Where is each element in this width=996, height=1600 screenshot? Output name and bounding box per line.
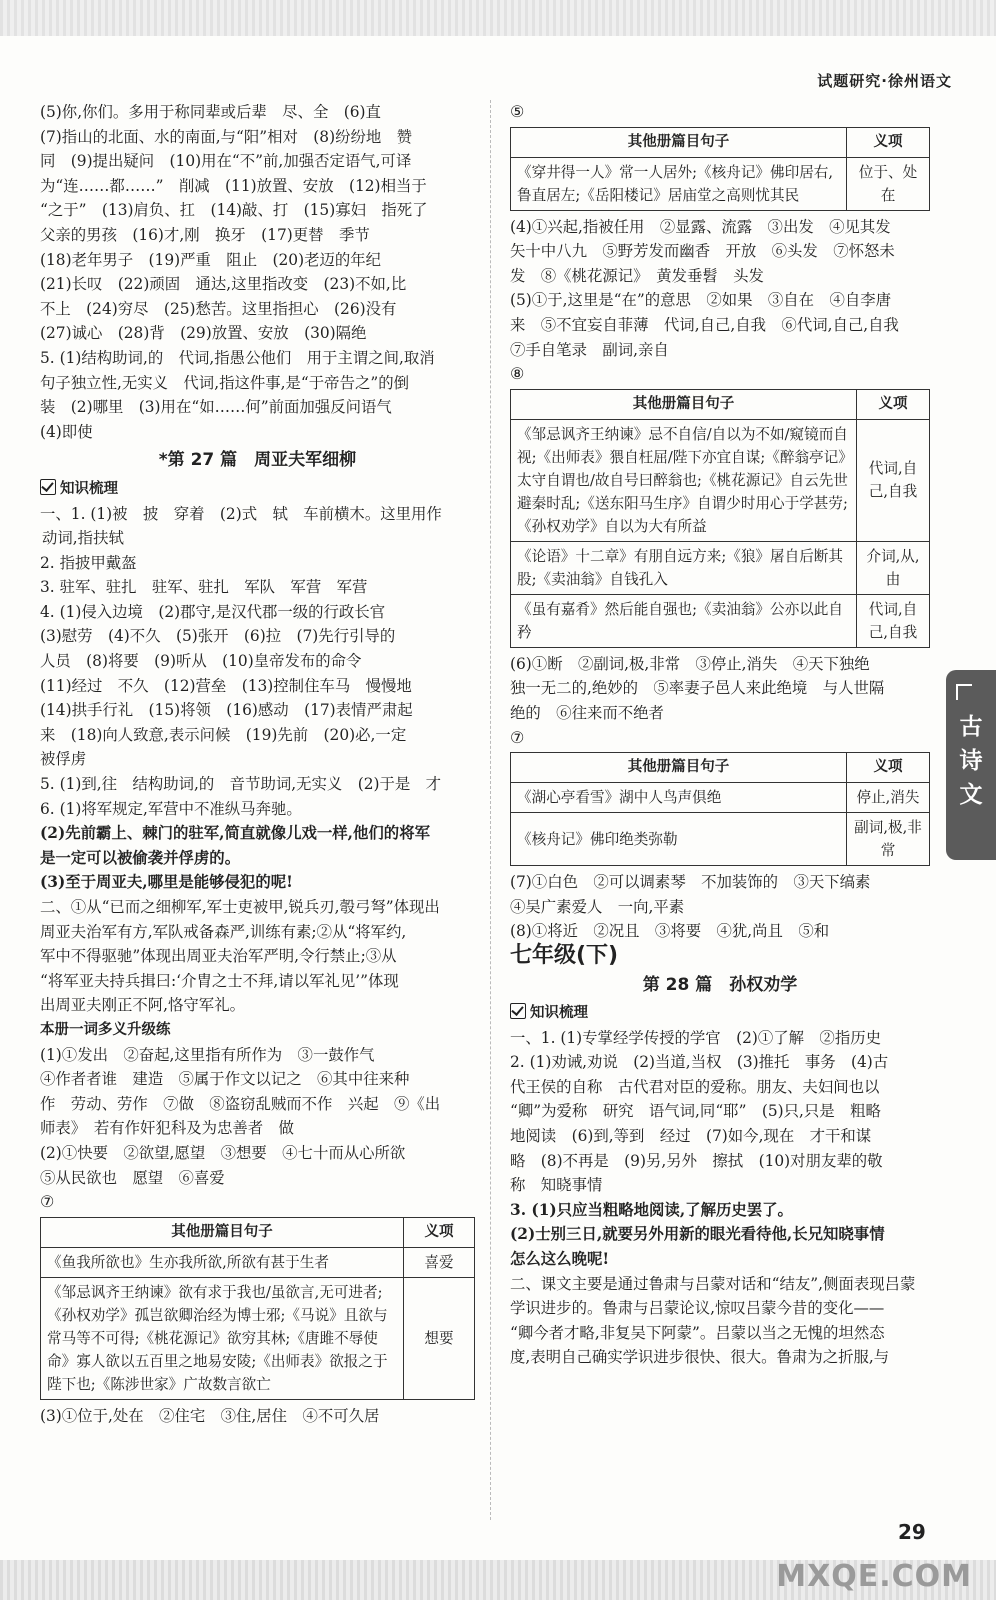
right-lines-e bbox=[510, 870, 930, 944]
right-lines-c bbox=[510, 215, 930, 387]
text-line: 一、1. (1)被 披 穿着 (2)式 轼 车前横木。这里用作 bbox=[40, 504, 442, 523]
table-header-row bbox=[511, 389, 930, 419]
side-tab-label: 古诗文 bbox=[959, 714, 983, 808]
text-line: ⑦手自笔录 副词,亲自 bbox=[510, 340, 669, 359]
table-row bbox=[511, 157, 930, 210]
left-lines-b bbox=[40, 502, 475, 1215]
table-cell: 《穿井得一人》常一人居外;《核舟记》佛印居右,鲁直居左;《岳阳楼记》居庙堂之高则忧其民 bbox=[511, 157, 847, 210]
lesson-27-title: *第 27 篇 周亚夫军细柳 bbox=[158, 450, 357, 471]
watermark: MXQE.COM bbox=[776, 1559, 972, 1594]
text-line: 被俘虏 bbox=[40, 750, 87, 769]
text-line: “卿”为爱称 研究 语气词,同“耶” (5)只,只是 粗略 bbox=[510, 1102, 881, 1121]
table-header-row bbox=[41, 1217, 475, 1247]
grade-heading: 七年级(下) bbox=[510, 942, 619, 968]
table-cell: 《湖心亭看雪》湖中人鸟声俱绝 bbox=[511, 783, 847, 813]
text-line: 师表》 若有作奸犯科及为忠善者 做 bbox=[40, 1119, 294, 1138]
right-column bbox=[510, 100, 930, 1370]
table-cell: 介词,从,由 bbox=[857, 541, 930, 594]
check-icon bbox=[40, 479, 56, 495]
table-cell: 代词,自己,自我 bbox=[857, 419, 930, 541]
running-header: 试题研究·徐州语文 bbox=[817, 72, 952, 90]
right-lines-g bbox=[510, 1198, 930, 1272]
table-cell: 喜爱 bbox=[404, 1247, 475, 1277]
text-line: (27)诚心 (28)背 (29)放置、安放 (30)隔绝 bbox=[40, 324, 367, 343]
text-line: (5)①于,这里是“在”的意思 ②如果 ③自在 ④自李唐 bbox=[510, 291, 892, 310]
column-header: 义项 bbox=[404, 1217, 475, 1247]
text-line: ⑦ bbox=[510, 727, 525, 747]
left-lines-a bbox=[40, 100, 475, 444]
text-line: ⑤从民欲也 愿望 ⑥喜爱 bbox=[40, 1168, 225, 1187]
column-header: 其他册篇目句子 bbox=[41, 1217, 404, 1247]
table-cell: 代词,自己,自我 bbox=[857, 594, 930, 647]
text-line: 称 知晓事情 bbox=[510, 1176, 603, 1195]
text-line: ⑧ bbox=[510, 364, 525, 384]
text-line: 二、课文主要是通过鲁肃与吕蒙对话和“结友”,侧面表现吕蒙 bbox=[510, 1274, 916, 1293]
right-lines-h bbox=[510, 1272, 930, 1370]
table-row bbox=[511, 419, 930, 541]
text-line: 略 (8)不再是 (9)另,另外 擦拭 (10)对朋友辈的敬 bbox=[510, 1151, 883, 1170]
top-scan-border bbox=[0, 0, 996, 36]
text-line: ⑤ bbox=[510, 102, 525, 121]
text-line: (2)①快要 ②欲望,愿望 ③想要 ④七十而从心所欲 bbox=[40, 1143, 406, 1162]
column-header: 其他册篇目句子 bbox=[511, 127, 847, 157]
text-line: 军中不得驱驰”体现出周亚夫治军严明,令行禁止;③从 bbox=[40, 947, 397, 966]
left-column bbox=[40, 100, 475, 1428]
text-line: 出周亚夫刚正不阿,恪守军礼。 bbox=[40, 996, 245, 1015]
table-header-row bbox=[511, 127, 930, 157]
text-line: 动词,指扶轼 bbox=[42, 529, 124, 548]
text-line: 父亲的男孩 (16)才,刚 换牙 (17)更替 季节 bbox=[40, 225, 370, 244]
text-line: (2)士别三日,就要另外用新的眼光看待他,长兄知晓事情 bbox=[510, 1225, 885, 1244]
text-line: 矢十中八九 ⑤野芳发而幽香 开放 ⑥头发 ⑦怀怒未 bbox=[510, 242, 895, 261]
text-line: 地阅读 (6)到,等到 经过 (7)如今,现在 才干和谋 bbox=[510, 1127, 872, 1146]
table-row bbox=[41, 1277, 475, 1399]
table-cell: 想要 bbox=[404, 1277, 475, 1399]
text-line: 句子独立性,无实义 代词,指这件事,是“于帝告之”的倒 bbox=[40, 373, 410, 392]
page-number: 29 bbox=[898, 1520, 926, 1544]
text-line: 为“连……都……” 削减 (11)放置、安放 (12)相当于 bbox=[40, 176, 427, 195]
section-heading bbox=[40, 477, 475, 502]
text-line: (3)慰劳 (4)不久 (5)张开 (6)拉 (7)先行引导的 bbox=[40, 627, 396, 646]
text-line: 装 (2)哪里 (3)用在“如……何”前面加强反问语气 bbox=[40, 398, 392, 417]
text-line: (1)①发出 ②奋起,这里指有所作为 ③一鼓作气 bbox=[40, 1045, 375, 1064]
text-line: (5)你,你们。多用于称同辈或后辈 尽、全 (6)直 bbox=[40, 103, 381, 121]
text-line: 绝的 ⑥往来而不绝者 bbox=[510, 703, 664, 722]
text-line: (7)指山的北面、水的南面,与“阳”相对 (8)纷纷地 赞 bbox=[40, 127, 413, 146]
text-line: (6)①断 ②副词,极,非常 ③停止,消失 ④天下独绝 bbox=[510, 654, 870, 673]
text-line: (4)①兴起,指被任用 ②显露、流露 ③出发 ④见其发 bbox=[510, 217, 891, 236]
text-line: (4)即使 bbox=[40, 422, 93, 441]
text-line: 作 劳动、劳作 ⑦做 ⑧盗窃乱贼而不作 兴起 ⑨《出 bbox=[40, 1094, 441, 1113]
column-header: 义项 bbox=[857, 389, 930, 419]
table-cell: 副词,极,非常 bbox=[847, 813, 930, 866]
text-line: (18)老年男子 (19)严重 阻止 (20)老迈的年纪 bbox=[40, 250, 382, 269]
text-line: 一、1. (1)专掌经学传授的学官 (2)①了解 ②指历史 bbox=[510, 1028, 881, 1047]
text-line: 5. (1)结构助词,的 代词,指愚公他们 用于主谓之间,取消 bbox=[40, 348, 435, 367]
table-cell: 《鱼我所欲也》生亦我所欲,所欲有甚于生者 bbox=[41, 1247, 404, 1277]
text-line: 不上 (24)穷尽 (25)愁苦。这里指担心 (26)没有 bbox=[40, 299, 397, 318]
text-line: (11)经过 不久 (12)营垒 (13)控制住车马 慢慢地 bbox=[40, 676, 412, 695]
right-lines-d bbox=[510, 652, 930, 750]
meaning-table-7-right bbox=[510, 752, 930, 866]
text-line: 独一无二的,绝妙的 ⑤率妻子邑人来此绝境 与人世隔 bbox=[510, 679, 885, 698]
text-line: (3)至于周亚夫,哪里是能够侵犯的呢! bbox=[40, 873, 293, 892]
table-row bbox=[41, 1247, 475, 1277]
text-line: “之于” (13)肩负、扛 (14)敲、打 (15)寡妇 指死了 bbox=[40, 201, 428, 220]
text-line: 二、①从“已而之细柳军,军士吏被甲,锐兵刃,彀弓弩”体现出 bbox=[40, 898, 440, 916]
text-line: ④作者者谁 建造 ⑤属于作文以记之 ⑥其中往来种 bbox=[40, 1070, 410, 1089]
text-line: ④吴广素爱人 一向,平素 bbox=[510, 897, 685, 916]
text-line: “卿今者才略,非复吴下阿蒙”。吕蒙以当之无愧的坦然态 bbox=[510, 1323, 885, 1342]
column-header: 义项 bbox=[847, 753, 930, 783]
table-cell: 位于、处在 bbox=[847, 157, 930, 210]
meaning-table-8 bbox=[510, 389, 930, 648]
table-cell: 《核舟记》佛印绝类弥勒 bbox=[511, 813, 847, 866]
column-header: 其他册篇目句子 bbox=[511, 389, 857, 419]
meaning-table-5 bbox=[510, 127, 930, 211]
table-row bbox=[511, 783, 930, 813]
corner-mark-icon bbox=[956, 684, 972, 700]
text-line: 人员 (8)将要 (9)听从 (10)皇帝发布的命令 bbox=[40, 652, 362, 671]
text-line: 4. (1)侵入边境 (2)郡守,是汉代郡一级的行政长官 bbox=[40, 602, 386, 621]
text-line: 2. 指披甲戴盔 bbox=[40, 553, 137, 572]
text-line: 3. (1)只应当粗略地阅读,了解历史罢了。 bbox=[510, 1200, 793, 1219]
text-line: (8)①将近 ②况且 ③将要 ④犹,尚且 ⑤和 bbox=[510, 922, 830, 941]
table-row bbox=[511, 594, 930, 647]
text-line: 2. (1)劝诫,劝说 (2)当道,当权 (3)推托 事务 (4)古 bbox=[510, 1053, 889, 1072]
column-header: 其他册篇目句子 bbox=[511, 753, 847, 783]
column-divider bbox=[490, 100, 491, 1520]
text-line: (2)先前霸上、棘门的驻军,简直就像儿戏一样,他们的将军 bbox=[40, 824, 430, 843]
text-line: (21)长叹 (22)顽固 通达,这里指改变 (23)不如,比 bbox=[40, 275, 407, 294]
text-line: 5. (1)到,往 结构助词,的 音节助词,无实义 (2)于是 才 bbox=[40, 775, 442, 794]
text-line: 同 (9)提出疑问 (10)用在“不”前,加强否定语气,可译 bbox=[40, 152, 412, 171]
table-row bbox=[511, 541, 930, 594]
text-line: 学识进步的。鲁肃与吕蒙论议,惊叹吕蒙今昔的变化—— bbox=[510, 1299, 885, 1318]
text-line: (3)①位于,处在 ②住宅 ③住,居住 ④不可久居 bbox=[40, 1406, 380, 1425]
text-line: 是一定可以被偷袭并俘虏的。 bbox=[40, 848, 241, 867]
text-line: ⑦ bbox=[40, 1192, 55, 1212]
side-tab bbox=[946, 670, 996, 860]
text-line: 度,表明自己确实学识进步很快、很大。鲁肃为之折服,与 bbox=[510, 1348, 890, 1367]
table-row bbox=[511, 813, 930, 866]
text-line: 来 (18)向人致意,表示问候 (19)先前 (20)必,一定 bbox=[40, 725, 407, 744]
table-header-row bbox=[511, 753, 930, 783]
table-cell: 《邹忌讽齐王纳谏》忌不自信/自以为不如/窥镜而自视;《出师表》猥自枉屈/陛下亦宜自谋;《醉翁亭记》太守自谓也/故自号曰醉翁也;《桃花源记》自云先世避秦时乱;《送东阳马生序》自谓少时用心于学甚劳;《孙权劝学》自以为大有所益 bbox=[511, 419, 857, 541]
text-line: 周亚夫治军有方,军队戒备森严,训练有素;②从“将军约, bbox=[40, 922, 407, 941]
section-label: 知识梳理 bbox=[530, 1005, 588, 1022]
column-header: 义项 bbox=[847, 127, 930, 157]
text-line: 代王侯的自称 古代君对臣的爱称。朋友、夫妇间也以 bbox=[510, 1077, 880, 1096]
table-cell: 《邹忌讽齐王纳谏》欲有求于我也/虽欲言,无可进者;《孙权劝学》孤岂欲卿治经为博士邪;《马说》且欲与常马等不可得;《桃花源记》欲穷其林;《唐雎不辱使命》寡人欲以五百里之地易安陵;《出师表》欲报之于陛下也;《陈涉世家》广故数言欲亡 bbox=[41, 1277, 404, 1399]
meaning-table-7-left bbox=[40, 1217, 475, 1400]
section-label: 知识梳理 bbox=[60, 480, 118, 497]
table-cell: 停止,消失 bbox=[847, 783, 930, 813]
text-line: 3. 驻军、驻扎 驻军、驻扎 军队 军营 军营 bbox=[40, 578, 368, 597]
section-heading bbox=[510, 1001, 930, 1026]
right-lines-f bbox=[510, 1026, 930, 1198]
text-line: (14)拱手行礼 (15)将领 (16)感动 (17)表情严肃起 bbox=[40, 701, 413, 720]
text-line: 6. (1)将军规定,军营中不准纵马奔驰。 bbox=[40, 799, 302, 818]
text-line: (7)①白色 ②可以调素琴 不加装饰的 ③天下缟素 bbox=[510, 873, 871, 892]
table-cell: 《论语》十二章》有朋自远方来;《狼》屠自后断其股;《卖油翁》自钱孔入 bbox=[511, 541, 857, 594]
subsection-heading: 本册一词多义升级练 bbox=[40, 1021, 171, 1038]
text-line: 发 ⑧《桃花源记》 黄发垂髫 头发 bbox=[510, 266, 764, 285]
check-icon bbox=[510, 1003, 526, 1019]
text-line: 来 ⑤不宜妄自菲薄 代词,自己,自我 ⑥代词,自己,自我 bbox=[510, 315, 899, 334]
text-line: 怎么这么晚呢! bbox=[510, 1250, 610, 1269]
table-cell: 《虽有嘉肴》然后能自强也;《卖油翁》公亦以此自矜 bbox=[511, 594, 857, 647]
text-line: “将军亚夫持兵揖曰:‘介胄之士不拜,请以军礼见’”体现 bbox=[40, 971, 399, 990]
lesson-28-title: 第 28 篇 孙权劝学 bbox=[642, 974, 798, 995]
